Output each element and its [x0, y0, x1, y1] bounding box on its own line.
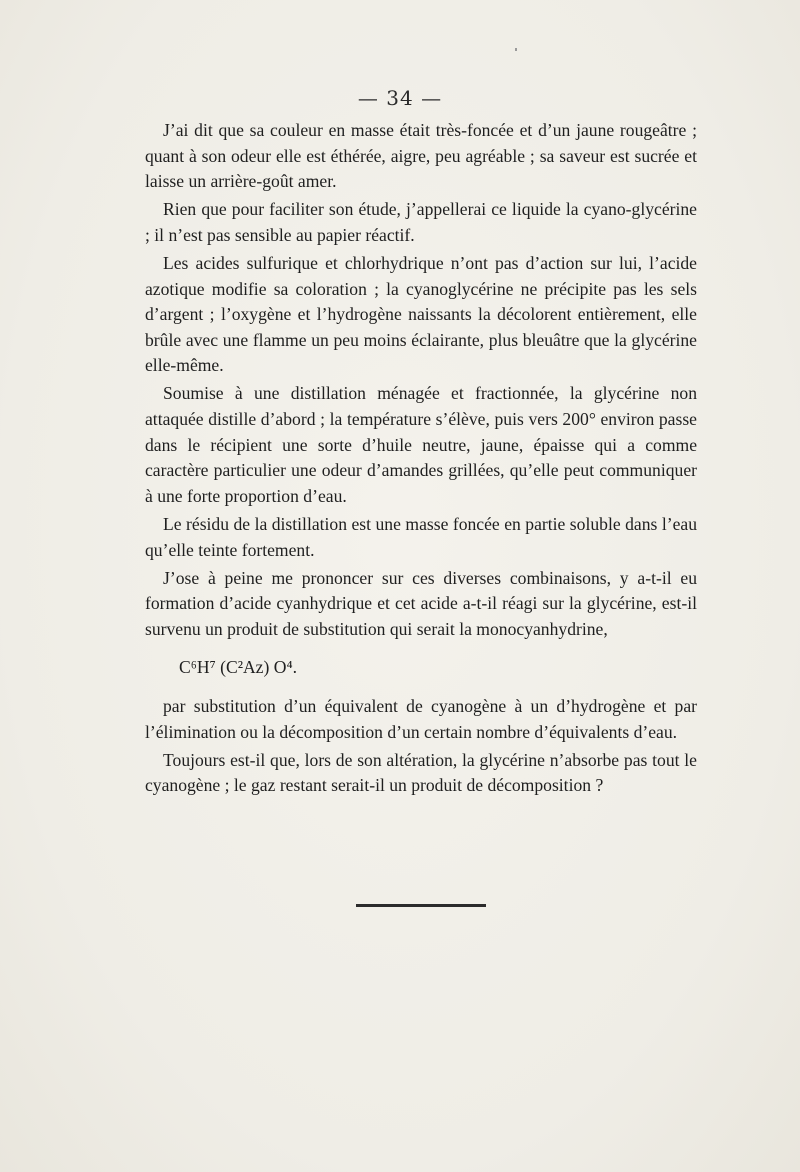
paragraph-8: Toujours est-il que, lors de son altération, la glycérine n’absorbe pas tout le cyanogène ; le gaz restant serait-il un produit de décomposition ? [145, 749, 697, 796]
chemical-formula: C⁶H⁷ (C²Az) O⁴. [179, 657, 297, 678]
paragraph-4: Soumise à une distillation ménagée et fractionnée, la glycérine non attaquée distille d’abord ; la température s’élève, puis vers 200° environ passe dans le récipient une sorte d’huile neutre, jaune, épaisse qui a comme caractère particulier une odeur d’amandes grillées, qu’elle peut communiquer à une forte proportion d’eau. [145, 383, 697, 506]
page-number: — 34 — [357, 86, 443, 110]
paragraph-6: J’ose à peine me prononcer sur ces diverses combinaisons, y a-t-il eu formation d’acide cyanhydrique et cet acide a-t-il réagi sur la glycérine, est-il survenu un produit de substitution qui serait la monocyanhydrine, [145, 567, 697, 639]
paragraph-3: Les acides sulfurique et chlorhydrique n’ont pas d’action sur lui, l’acide azotique modifie sa coloration ; la cyanoglycérine ne précipite pas les sels d’argent ; l’oxygène et l’hydrogène naissants la décolorent entièrement, elle brûle avec une flamme un peu moins éclairante, plus bleuâtre que la glycérine elle-même. [145, 252, 697, 376]
paragraph-1: J’ai dit que sa couleur en masse était très-foncée et d’un jaune rougeâtre ; quant à son odeur elle est éthérée, aigre, peu agréable ; sa saveur est sucrée et laisse un arrière-goût amer. [145, 120, 697, 192]
body-text [145, 118, 697, 801]
section-end-rule [356, 904, 486, 907]
paragraph-5: Le résidu de la distillation est une masse foncée en partie soluble dans l’eau qu’elle teinte fortement. [145, 513, 697, 560]
paragraph-2: Rien que pour faciliter son étude, j’appellerai ce liquide la cyano-glycérine ; il n’est pas sensible au papier réactif. [145, 199, 697, 245]
ink-speck [515, 48, 517, 51]
paragraph-7: par substitution d’un équivalent de cyanogène à un d’hydrogène et par l’élimination ou la décomposition d’un certain nombre d’équivalents d’eau. [145, 695, 697, 742]
